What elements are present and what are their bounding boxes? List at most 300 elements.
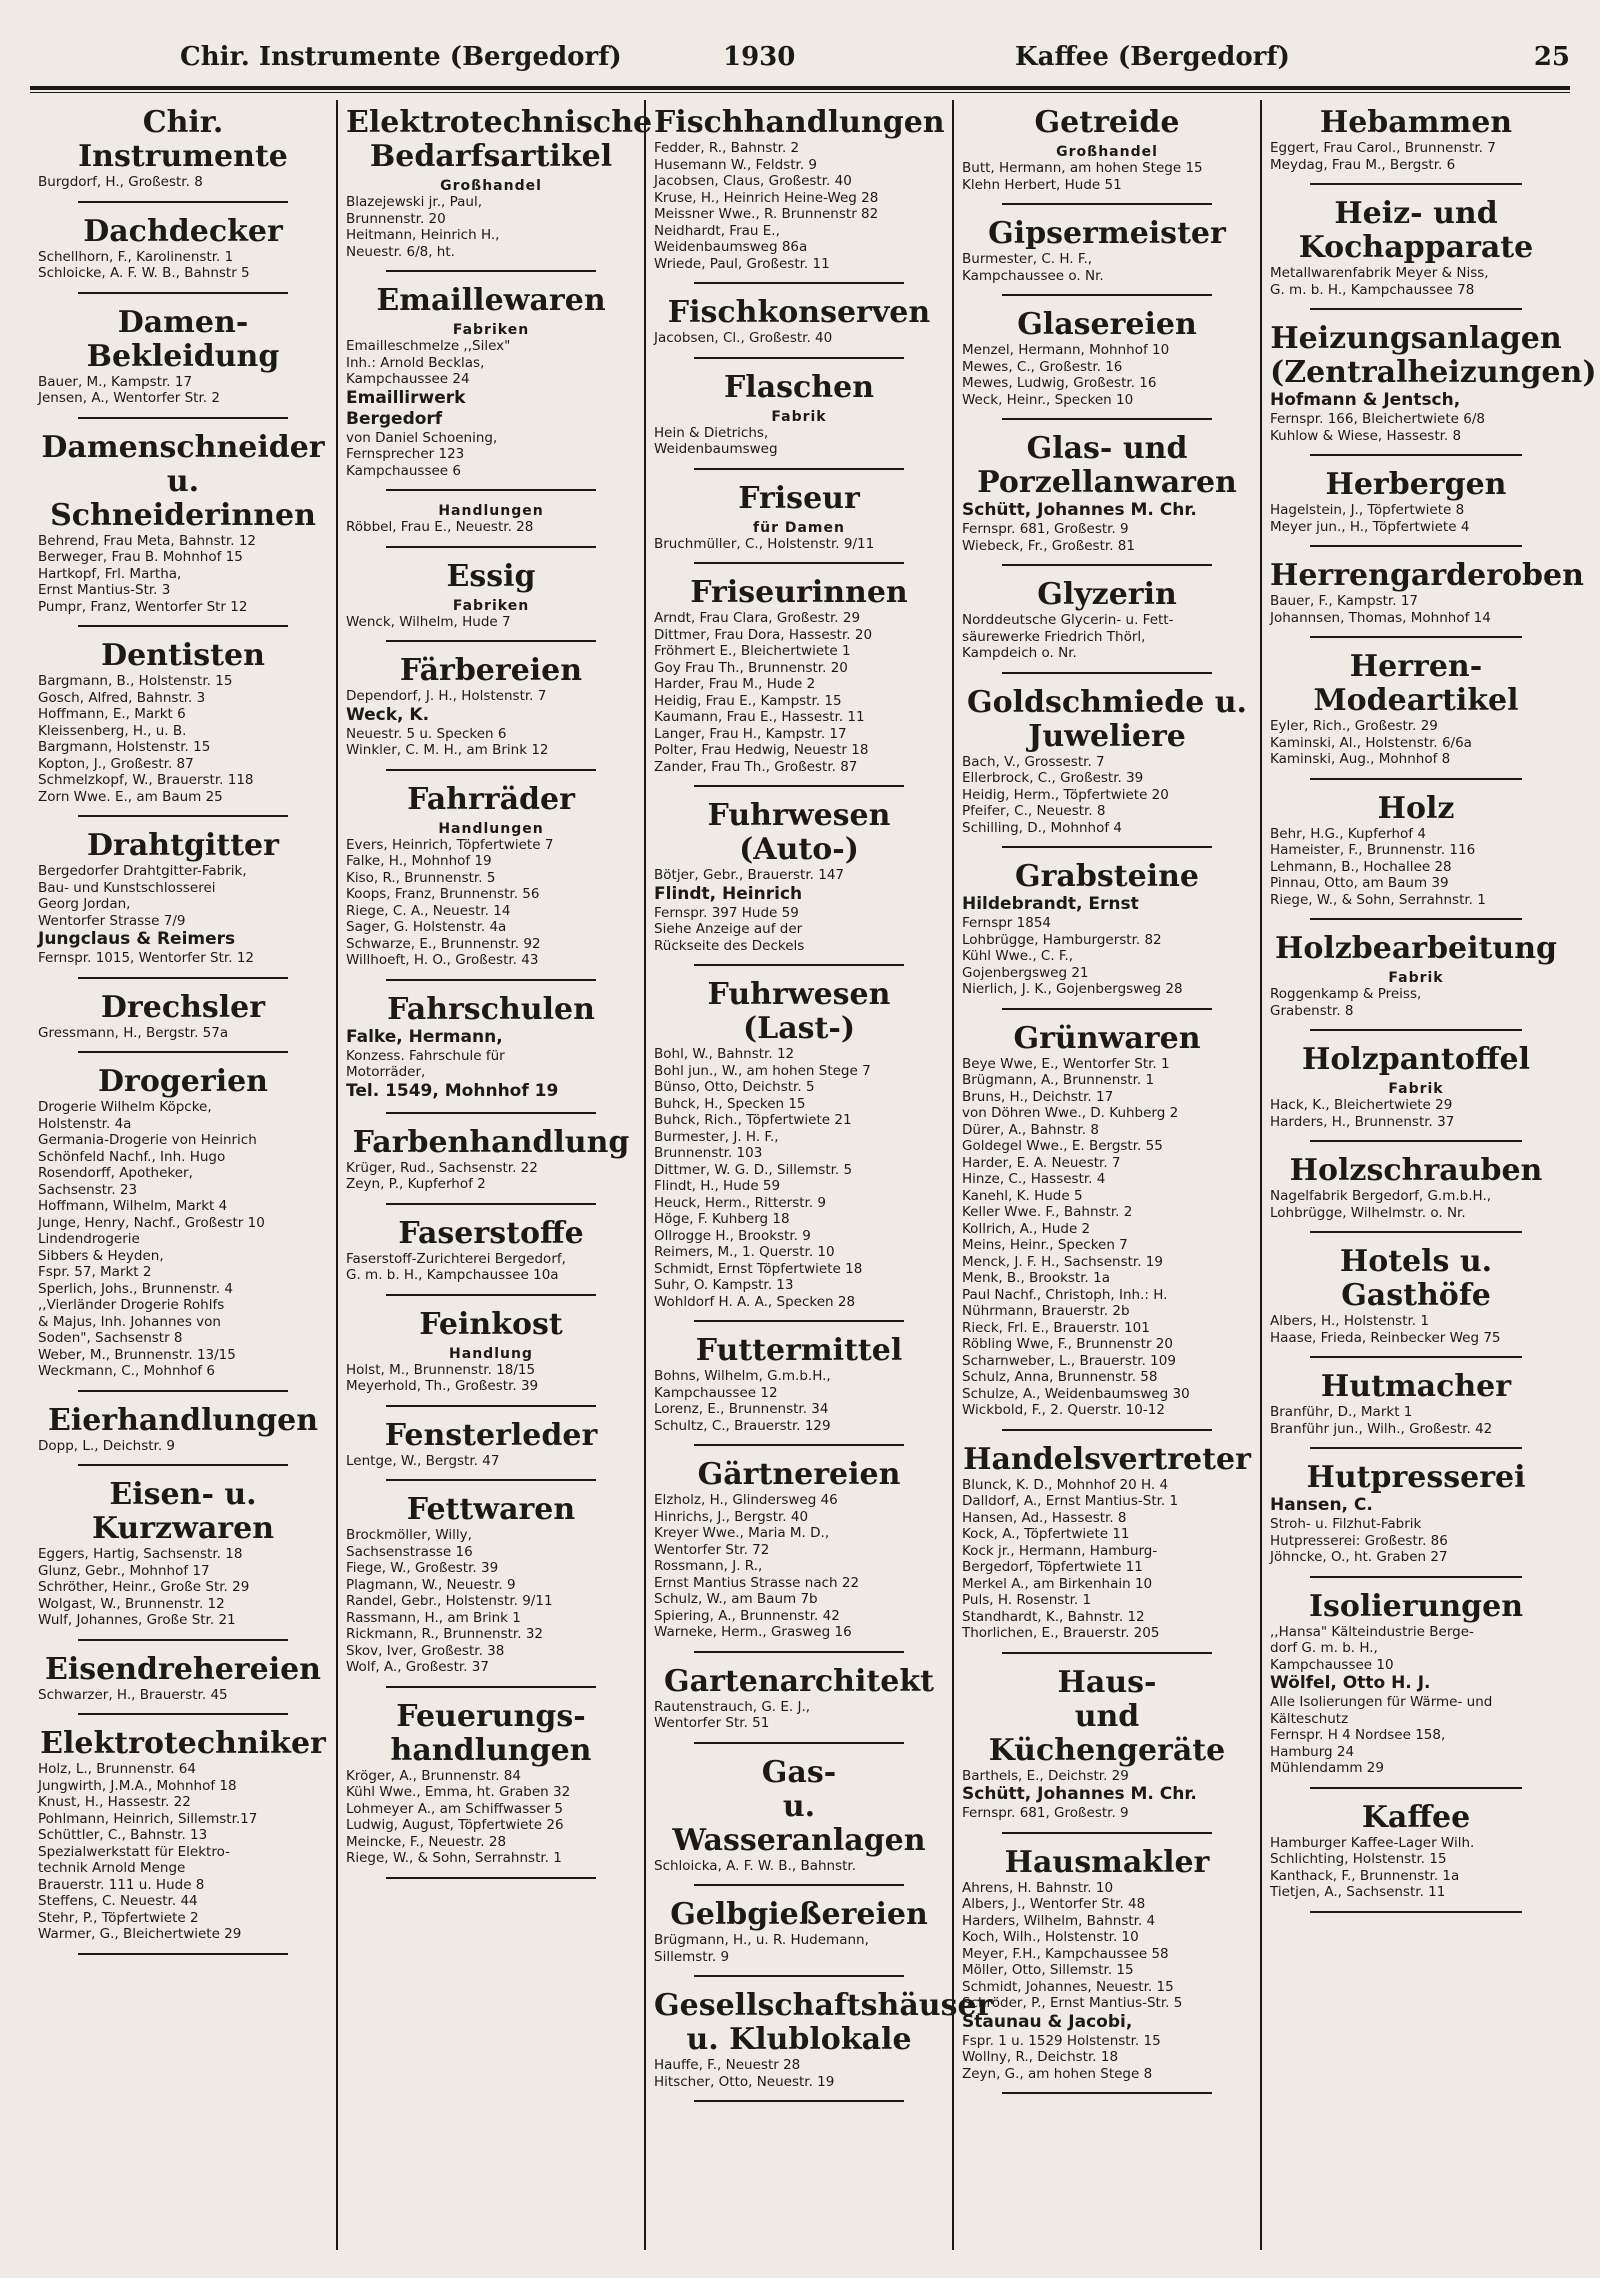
section-heading: Gas- u. Wasseranlagen — [672, 1754, 926, 1858]
section-divider — [1310, 918, 1522, 920]
section-divider — [1310, 1356, 1522, 1358]
directory-entry: Steffens, C. Neuestr. 44 — [38, 1893, 198, 1909]
directory-entry: Nagelfabrik Bergedorf, G.m.b.H., Lohbrügge, Wilhelmstr. o. Nr. — [1270, 1188, 1492, 1221]
section-heading: Herrengarderoben — [1270, 558, 1584, 593]
section-divider — [78, 417, 288, 419]
directory-column — [30, 100, 338, 2250]
directory-entry: Schultz, C., Brauerstr. 129 — [654, 1417, 831, 1434]
directory-section — [38, 215, 328, 294]
directory-entry: Hoffmann, Wilhelm, Markt 4 — [38, 1198, 228, 1214]
section-divider — [1310, 778, 1522, 780]
directory-entry: Holst, M., Brunnenstr. 18/15 — [346, 1361, 536, 1378]
directory-entry: Jacobsen, Claus, Großestr. 40 — [654, 173, 852, 189]
directory-entry: Riege, W., & Sohn, Serrahnstr. 1 — [1270, 891, 1486, 908]
directory-entry: Branführ, D., Markt 1 — [1270, 1404, 1413, 1420]
directory-entry: Weckmann, C., Mohnhof 6 — [38, 1363, 215, 1379]
section-divider — [694, 468, 904, 470]
directory-entry: Riege, W., & Sohn, Serrahnstr. 1 — [346, 1850, 562, 1866]
directory-column — [338, 100, 653, 2250]
directory-entry: Fernspr. 397 Hude 59 Siehe Anzeige auf der Rückseite des Deckels — [654, 904, 805, 954]
section-divider — [1002, 564, 1212, 566]
section-heading: Drogerien — [98, 1064, 268, 1099]
directory-entry: Bohl, W., Bahnstr. 12 — [654, 1046, 795, 1062]
section-subheading: Großhandel — [1056, 144, 1158, 160]
section-heading: Drahtgitter — [87, 828, 279, 863]
directory-section — [346, 1308, 636, 1407]
directory-section — [38, 991, 328, 1054]
section-heading: Fahrschulen — [387, 991, 595, 1027]
section-heading: Damen-Bekleidung — [86, 304, 280, 374]
directory-entry: Rieck, Frl. E., Brauerstr. 101 — [962, 1319, 1150, 1336]
directory-entry: Behrend, Frau Meta, Bahnstr. 12 — [38, 532, 256, 549]
directory-entry: Wriede, Paul, Großestr. 11 — [654, 255, 830, 272]
directory-entry: Kuhlow & Wiese, Hassestr. 8 — [1270, 427, 1462, 444]
directory-section — [962, 860, 1252, 1010]
directory-entry: Rickmann, R., Brunnenstr. 32 — [346, 1626, 544, 1642]
directory-entry: Johannsen, Thomas, Mohnhof 14 — [1270, 609, 1491, 626]
directory-entry: Arndt, Frau Clara, Großestr. 29 — [654, 610, 861, 626]
directory-entry: Hinrichs, J., Bergstr. 40 — [654, 1508, 809, 1525]
section-heading: Hotels u. Gasthöfe — [1339, 1244, 1493, 1313]
directory-entry: Suhr, O. Kampstr. 13 — [654, 1277, 794, 1293]
directory-entry: Wulf, Johannes, Große Str. 21 — [38, 1612, 236, 1628]
directory-entry: Schüttler, C., Bahnstr. 13 — [38, 1827, 208, 1843]
directory-entry: Stroh- u. Filzhut-Fabrik Hutpresserei: Großestr. 86 — [1270, 1516, 1448, 1549]
directory-entry: Tietjen, A., Sachsenstr. 11 — [1270, 1884, 1446, 1900]
section-divider — [386, 1112, 596, 1114]
directory-entry: Lehmann, B., Hochallee 28 — [1270, 858, 1452, 875]
section-divider — [1310, 308, 1522, 310]
directory-entry: Jacobsen, Cl., Großestr. 40 — [654, 330, 833, 346]
directory-entry: Schütt, Johannes M. Chr. — [962, 1784, 1197, 1804]
directory-section — [38, 306, 328, 419]
section-heading: Handelsvertreter — [963, 1441, 1251, 1477]
directory-section — [962, 686, 1252, 849]
directory-section — [1270, 1461, 1562, 1578]
directory-entry: Meyer, F.H., Kampchaussee 58 — [962, 1945, 1169, 1962]
section-heading: Friseur — [738, 480, 860, 516]
directory-entry: Wenck, Wilhelm, Hude 7 — [346, 613, 511, 630]
directory-section — [1270, 650, 1562, 780]
section-heading: Fettwaren — [406, 1492, 576, 1527]
directory-section — [346, 783, 636, 981]
directory-entry: Fernspr. 166, Bleichertwiete 6/8 — [1270, 411, 1485, 427]
page-header — [30, 42, 1570, 90]
section-divider — [1002, 672, 1212, 674]
section-divider — [78, 201, 288, 203]
section-heading: Haus- und Küchengeräte — [988, 1664, 1226, 1768]
directory-entry: Jungwirth, J.M.A., Mohnhof 18 — [38, 1777, 237, 1794]
section-divider — [694, 2100, 904, 2102]
section-heading: Getreide — [1034, 105, 1180, 140]
directory-entry: Harder, Frau M., Hude 2 — [654, 676, 816, 692]
directory-entry: Pfeifer, C., Neuestr. 8 — [962, 803, 1106, 819]
directory-entry: Butt, Hermann, am hohen Stege 15 — [962, 160, 1203, 176]
section-heading: Futtermittel — [695, 1333, 903, 1368]
section-divider — [78, 292, 288, 294]
directory-entry: Eggers, Hartig, Sachsenstr. 18 — [38, 1546, 243, 1562]
section-subheading: Fabrik — [1388, 970, 1444, 986]
section-divider — [694, 1651, 904, 1653]
section-divider — [386, 1203, 596, 1205]
directory-entry: Drogerie Wilhelm Köpcke, Holstenstr. 4a — [38, 1099, 212, 1132]
section-divider — [386, 1405, 596, 1407]
directory-entry: Falke, H., Mohnhof 19 — [346, 853, 492, 869]
directory-entry: Wolf, A., Großestr. 37 — [346, 1659, 489, 1675]
section-divider — [1310, 1787, 1522, 1789]
directory-section — [654, 1988, 993, 2102]
directory-entry: Wickbold, F., 2. Querstr. 10-12 — [962, 1402, 1165, 1418]
directory-entry: Wölfel, Otto H. J. — [1270, 1673, 1431, 1693]
directory-section — [346, 1419, 636, 1482]
directory-entry: Eyler, Rich., Großestr. 29 — [1270, 718, 1438, 734]
directory-section — [346, 284, 636, 491]
directory-entry: Schmidt, Ernst Töpfertwiete 18 — [654, 1260, 863, 1277]
section-divider — [1002, 1008, 1212, 1010]
section-divider — [694, 562, 904, 564]
directory-entry: Spezialwerkstatt für Elektro- technik Arnold Menge Brauerstr. 111 u. Hude 8 — [38, 1843, 230, 1893]
directory-entry: Skov, Iver, Großestr. 38 — [346, 1642, 505, 1659]
section-divider — [386, 1877, 596, 1879]
section-heading: Fischkonserven — [667, 295, 931, 330]
section-divider — [694, 1444, 904, 1446]
directory-section — [962, 1846, 1252, 2095]
directory-entry: Meydag, Frau M., Bergstr. 6 — [1270, 156, 1456, 173]
section-heading: Chir. Instrumente — [78, 105, 288, 174]
section-heading: Elektrotechnische Bedarfsartikel — [346, 105, 653, 174]
directory-section — [1270, 106, 1562, 185]
directory-entry: Kleissenberg, H., u. B. Bargmann, Holstenstr. 15 — [38, 722, 211, 755]
directory-section — [1270, 1801, 1562, 1913]
section-heading: Holzbearbeitung — [1274, 931, 1557, 966]
section-subheading: Handlungen — [438, 503, 544, 519]
directory-entry: Riege, C. A., Neuestr. 14 — [346, 902, 511, 919]
section-divider — [386, 640, 596, 642]
section-divider — [386, 1479, 596, 1481]
section-divider — [1002, 1429, 1212, 1431]
section-divider — [1310, 1447, 1522, 1449]
section-divider — [1002, 418, 1212, 420]
directory-entry: Branführ jun., Wilh., Großestr. 42 — [1270, 1420, 1493, 1437]
directory-entry: Meins, Heinr., Specken 7 — [962, 1237, 1128, 1253]
directory-entry: Alle Isolierungen für Wärme- und Kälteschutz Fernspr. H 4 Nordsee 158, Hamburg 24 Mühlendamm 29 — [1270, 1694, 1493, 1776]
directory-entry: Heidig, Herm., Töpfertwiete 20 — [962, 786, 1169, 803]
directory-entry: Berweger, Frau B. Mohnhof 15 — [38, 549, 243, 565]
section-subheading: Großhandel — [440, 178, 542, 194]
directory-entry: Langer, Frau H., Kampstr. 17 — [654, 725, 847, 742]
directory-section — [654, 1898, 944, 1977]
directory-entry: Konzess. Fahrschule für Motorräder, — [346, 1047, 505, 1080]
section-divider — [1002, 203, 1212, 205]
directory-entry: Kruse, H., Heinrich Heine-Weg 28 — [654, 189, 879, 206]
directory-entry: Goy Frau Th., Brunnenstr. 20 — [654, 659, 848, 676]
directory-entry: Fernspr. 681, Großestr. 9 — [962, 521, 1129, 537]
directory-entry: Albers, H., Holstenstr. 1 — [1270, 1313, 1429, 1329]
section-divider — [1310, 1140, 1522, 1142]
section-heading: Grünwaren — [1013, 1020, 1201, 1056]
directory-entry: Hansen, C. — [1270, 1495, 1373, 1515]
directory-entry: Ludwig, August, Töpfertwiete 26 — [346, 1817, 564, 1833]
directory-entry: Kröger, A., Brunnenstr. 84 — [346, 1767, 521, 1784]
section-heading: Dachdecker — [83, 213, 283, 249]
directory-entry: Buhck, Rich., Töpfertwiete 21 — [654, 1112, 852, 1128]
directory-entry: Roggenkamp & Preiss, Grabenstr. 8 — [1270, 986, 1422, 1019]
directory-section — [346, 1126, 636, 1205]
directory-entry: von Daniel Schoening, Fernsprecher 123 Kampchaussee 6 — [346, 429, 498, 479]
section-heading: Fischhandlungen — [654, 105, 945, 140]
directory-section — [1270, 321, 1597, 456]
section-heading: Glasereien — [1017, 307, 1197, 342]
directory-entry: Harder, E. A. Neuestr. 7 — [962, 1154, 1121, 1171]
section-divider — [694, 1975, 904, 1977]
directory-entry: Jensen, A., Wentorfer Str. 2 — [38, 390, 220, 406]
section-heading: Feuerungs- handlungen — [390, 1698, 592, 1768]
directory-entry: Menzel, Hermann, Mohnhof 10 — [962, 342, 1170, 358]
directory-entry: Hauffe, F., Neuestr 28 — [654, 2057, 801, 2073]
header-rule — [30, 86, 1570, 90]
section-heading: Gipsermeister — [988, 216, 1226, 251]
directory-entry: Dittmer, Frau Dora, Hassestr. 20 — [654, 626, 873, 643]
directory-entry: Knust, H., Hassestr. 22 — [38, 1794, 191, 1810]
directory-entry: Hein & Dietrichs, Weidenbaumsweg — [654, 424, 778, 457]
directory-section — [346, 1493, 636, 1688]
directory-entry: Warmer, G., Bleichertwiete 29 — [38, 1926, 242, 1942]
section-divider — [1002, 2092, 1212, 2094]
directory-entry: Kock, A., Töpfertwiete 11 — [962, 1526, 1130, 1542]
directory-section — [654, 482, 944, 565]
directory-column — [954, 100, 1262, 2250]
directory-entry: Paul Nachf., Christoph, Inh.: H. Nührmann, Brauerstr. 2b — [962, 1286, 1168, 1319]
directory-section — [38, 1727, 328, 1955]
directory-section — [654, 1665, 944, 1744]
directory-entry: Schellhorn, F., Karolinenstr. 1 — [38, 248, 234, 265]
section-subheading: für Damen — [753, 519, 845, 536]
section-divider — [78, 977, 288, 979]
directory-entry: Warneke, Herm., Grasweg 16 — [654, 1624, 852, 1640]
page-number: 25 — [1533, 42, 1570, 72]
section-heading: Flaschen — [724, 369, 874, 405]
directory-entry: Meissner Wwe., R. Brunnenstr 82 — [654, 206, 879, 222]
directory-entry: Kopton, J., Großestr. 87 — [38, 755, 194, 772]
directory-section — [38, 829, 328, 979]
section-divider — [78, 1464, 288, 1466]
directory-section — [346, 503, 636, 548]
directory-section — [654, 296, 944, 359]
directory-entry: Bruns, H., Deichstr. 17 — [962, 1088, 1114, 1105]
directory-section — [654, 106, 944, 284]
directory-entry: Thorlichen, E., Brauerstr. 205 — [962, 1625, 1160, 1641]
directory-entry: Rautenstrauch, G. E. J., Wentorfer Str. 51 — [654, 1698, 811, 1731]
section-heading: Dentisten — [101, 638, 265, 673]
directory-entry: Wolgast, W., Brunnenstr. 12 — [38, 1595, 225, 1612]
directory-entry: Zeyn, P., Kupferhof 2 — [346, 1176, 486, 1192]
section-heading: Gartenarchitekt — [664, 1663, 934, 1699]
directory-section — [962, 106, 1252, 205]
section-divider — [694, 357, 904, 359]
directory-section — [654, 799, 944, 966]
directory-column — [646, 100, 993, 2250]
directory-section — [1270, 1154, 1562, 1233]
directory-entry: Brügmann, H., u. R. Hudemann, Sillemstr. 9 — [654, 1932, 869, 1965]
directory-entry: Glunz, Gebr., Mohnhof 17 — [38, 1562, 210, 1579]
directory-entry: Hildebrandt, Ernst — [962, 894, 1139, 914]
directory-entry: Plagmann, W., Neuestr. 9 — [346, 1576, 516, 1593]
directory-section — [1270, 468, 1562, 547]
section-divider — [694, 282, 904, 284]
directory-entry: Hameister, F., Brunnenstr. 116 — [1270, 842, 1476, 858]
directory-entry: Kaminski, Aug., Mohnhof 8 — [1270, 751, 1451, 767]
section-heading: Färbereien — [399, 653, 583, 688]
directory-section — [654, 978, 944, 1322]
section-heading: Holzpantoffel — [1302, 1042, 1530, 1077]
directory-entry: Schröther, Heinr., Große Str. 29 — [38, 1579, 250, 1595]
directory-entry: Winkler, C. M. H., am Brink 12 — [346, 742, 549, 758]
section-divider — [78, 1390, 288, 1392]
directory-entry: Weck, K. — [346, 704, 430, 725]
directory-entry: Kanthack, F., Brunnenstr. 1a — [1270, 1867, 1460, 1884]
directory-entry: Lohmeyer A., am Schiffwasser 5 — [346, 1800, 563, 1817]
directory-entry: Flindt, Heinrich — [654, 883, 803, 904]
directory-section — [962, 217, 1252, 296]
section-divider — [1002, 846, 1212, 848]
directory-entry: Metallwarenfabrik Meyer & Niss, G. m. b. H., Kampchaussee 78 — [1270, 265, 1489, 298]
directory-entry: ,,Hansa" Kälteindustrie Berge- dorf G. m. b. H., Kampchaussee 10 — [1270, 1623, 1474, 1673]
section-divider — [1310, 1911, 1522, 1913]
section-divider — [78, 1639, 288, 1641]
directory-entry: Schwarzer, H., Brauerstr. 45 — [38, 1686, 228, 1703]
directory-entry: Neuestr. 5 u. Specken 6 — [346, 725, 507, 742]
directory-entry: Spiering, A., Brunnenstr. 42 — [654, 1607, 840, 1624]
directory-entry: Fröhmert E., Bleichertwiete 1 — [654, 643, 851, 659]
directory-entry: Rossmann, J. R., Ernst Mantius Strasse nach 22 — [654, 1558, 860, 1591]
directory-entry: Lentge, W., Bergstr. 47 — [346, 1452, 500, 1469]
section-subheading: Handlungen — [438, 820, 544, 837]
directory-entry: Willhoeft, H. O., Großestr. 43 — [346, 952, 539, 968]
directory-entry: Möller, Otto, Sillemstr. 15 — [962, 1962, 1134, 1978]
directory-entry: Schulz, W., am Baum 7b — [654, 1591, 818, 1607]
directory-section — [962, 578, 1252, 674]
section-heading: Fuhrwesen (Last-) — [707, 977, 891, 1046]
section-heading: Hausmakler — [1004, 1844, 1210, 1880]
section-heading: Elektrotechniker — [40, 1726, 326, 1761]
directory-section — [38, 1653, 328, 1716]
directory-entry: Nierlich, J. K., Gojenbergsweg 28 — [962, 981, 1183, 997]
directory-entry: Brockmöller, Willy, Sachsenstrasse 16 — [346, 1527, 473, 1560]
directory-entry: Dalldorf, A., Ernst Mantius-Str. 1 — [962, 1493, 1179, 1509]
directory-entry: Burmester, J. H. F., Brunnenstr. 103 — [654, 1128, 779, 1161]
section-heading: Drechsler — [100, 989, 266, 1025]
directory-entry: Fernspr. 681, Großestr. 9 — [962, 1805, 1129, 1821]
directory-entry: Faserstoff-Zurichterei Bergedorf, G. m. b. H., Kampchaussee 10a — [346, 1250, 566, 1283]
directory-entry: Goldegel Wwe., E. Bergstr. 55 — [962, 1138, 1163, 1154]
directory-entry: Pinnau, Otto, am Baum 39 — [1270, 875, 1449, 891]
directory-entry: ,,Vierländer Drogerie Rohlfs & Majus, Inh. Johannes von Soden", Sachsenstr 8 — [38, 1297, 225, 1346]
directory-entry: Merkel A., am Birkenhain 10 — [962, 1575, 1153, 1592]
directory-entry: Hinze, C., Hassestr. 4 — [962, 1171, 1106, 1187]
section-divider — [78, 625, 288, 627]
section-heading: Fahrräder — [407, 781, 575, 817]
section-divider — [694, 1884, 904, 1886]
directory-entry: Zeyn, G., am hohen Stege 8 — [962, 2065, 1153, 2082]
directory-section — [1270, 1370, 1562, 1449]
directory-entry: Brügmann, A., Brunnenstr. 1 — [962, 1072, 1155, 1088]
directory-entry: Kühl Wwe., C. F., Gojenbergsweg 21 — [962, 948, 1089, 981]
section-divider — [694, 964, 904, 966]
directory-entry: Schmelzkopf, W., Brauerstr. 118 — [38, 772, 254, 788]
section-heading: Grabsteine — [1015, 859, 1199, 894]
directory-entry: Randel, Gebr., Holstenstr. 9/11 — [346, 1593, 553, 1609]
directory-entry: Jungclaus & Reimers — [38, 929, 236, 949]
directory-entry: Wollny, R., Deichstr. 18 — [962, 2049, 1119, 2065]
directory-section — [38, 1478, 328, 1641]
section-divider — [1002, 294, 1212, 296]
running-head-left: Chir. Instrumente (Bergedorf) — [180, 42, 622, 72]
section-divider — [1310, 545, 1522, 547]
directory-entry: Zorn Wwe. E., am Baum 25 — [38, 788, 223, 805]
directory-entry: Koops, Franz, Brunnenstr. 56 — [346, 886, 540, 902]
directory-entry: Wohldorf H. A. A., Specken 28 — [654, 1293, 856, 1310]
section-subheading: Fabriken — [452, 597, 530, 614]
directory-entry: Germania-Drogerie von Heinrich Schönfeld Nachf., Inh. Hugo Rosendorff, Apotheker, Sachsenstr. 23 — [38, 1132, 257, 1198]
section-heading: Heizungsanlagen (Zentralheizungen) — [1270, 321, 1597, 390]
directory-entry: Sperlich, Johs., Brunnenstr. 4 — [38, 1280, 233, 1297]
section-subheading: Fabriken — [452, 322, 530, 338]
section-heading: Fuhrwesen (Auto-) — [707, 798, 891, 867]
directory-entry: Kiso, R., Brunnenstr. 5 — [346, 869, 496, 886]
section-divider — [1310, 183, 1522, 185]
directory-entry: Bach, V., Grossestr. 7 — [962, 753, 1105, 770]
directory-entry: Kühl Wwe., Emma, ht. Graben 32 — [346, 1784, 571, 1800]
section-heading: Kaffee — [1361, 1799, 1471, 1835]
running-head-year: 1930 — [723, 42, 796, 72]
section-divider — [78, 1713, 288, 1715]
directory-section — [654, 1458, 944, 1653]
section-heading: Glyzerin — [1037, 577, 1177, 612]
directory-entry: Haase, Frieda, Reinbecker Weg 75 — [1270, 1329, 1501, 1346]
section-heading: Holz — [1377, 790, 1455, 826]
directory-entry: Husemann W., Feldstr. 9 — [654, 156, 818, 173]
directory-section — [1270, 1590, 1562, 1789]
directory-section — [1270, 932, 1562, 1031]
directory-entry: Bargmann, B., Holstenstr. 15 — [38, 673, 233, 689]
directory-entry: Tel. 1549, Mohnhof 19 — [346, 1080, 559, 1101]
directory-entry: Weck, Heinr., Specken 10 — [962, 391, 1134, 408]
section-heading: Goldschmiede u. Juweliere — [967, 684, 1247, 754]
directory-entry: Fiege, W., Großestr. 39 — [346, 1560, 499, 1576]
directory-entry: Hamburger Kaffee-Lager Wilh. Schlichting, Holstenstr. 15 — [1270, 1834, 1475, 1867]
directory-entry: Bauer, M., Kampstr. 17 — [38, 373, 193, 390]
directory-entry: Bötjer, Gebr., Brauerstr. 147 — [654, 867, 845, 883]
directory-entry: Fernspr 1854 Lohbrügge, Hamburgerstr. 82 — [962, 915, 1162, 948]
section-divider — [694, 1742, 904, 1744]
directory-section — [962, 308, 1252, 420]
directory-entry: Hoffmann, E., Markt 6 — [38, 706, 186, 722]
directory-entry: Scharnweber, L., Brauerstr. 109 — [962, 1352, 1176, 1369]
directory-entry: Kock jr., Hermann, Hamburg- Bergedorf, Töpfertwiete 11 — [962, 1542, 1158, 1575]
section-heading: Farbenhandlung — [352, 1124, 630, 1160]
directory-section — [654, 371, 944, 470]
section-subheading: Handlung — [449, 1345, 533, 1362]
directory-entry: Barthels, E., Deichstr. 29 — [962, 1767, 1129, 1784]
directory-entry: Hagelstein, J., Töpfertwiete 8 — [1270, 502, 1465, 518]
section-divider — [78, 815, 288, 817]
section-heading: Eisen- u. Kurzwaren — [91, 1477, 275, 1546]
section-heading: Herren- Modeartikel — [1313, 649, 1519, 718]
directory-entry: Dependorf, J. H., Holstenstr. 7 — [346, 688, 547, 704]
directory-entry: Kaminski, Al., Holstenstr. 6/6a — [1270, 734, 1472, 751]
directory-entry: von Döhren Wwe., D. Kuhberg 2 — [962, 1105, 1179, 1121]
directory-entry: Dopp, L., Deichstr. 9 — [38, 1437, 176, 1454]
